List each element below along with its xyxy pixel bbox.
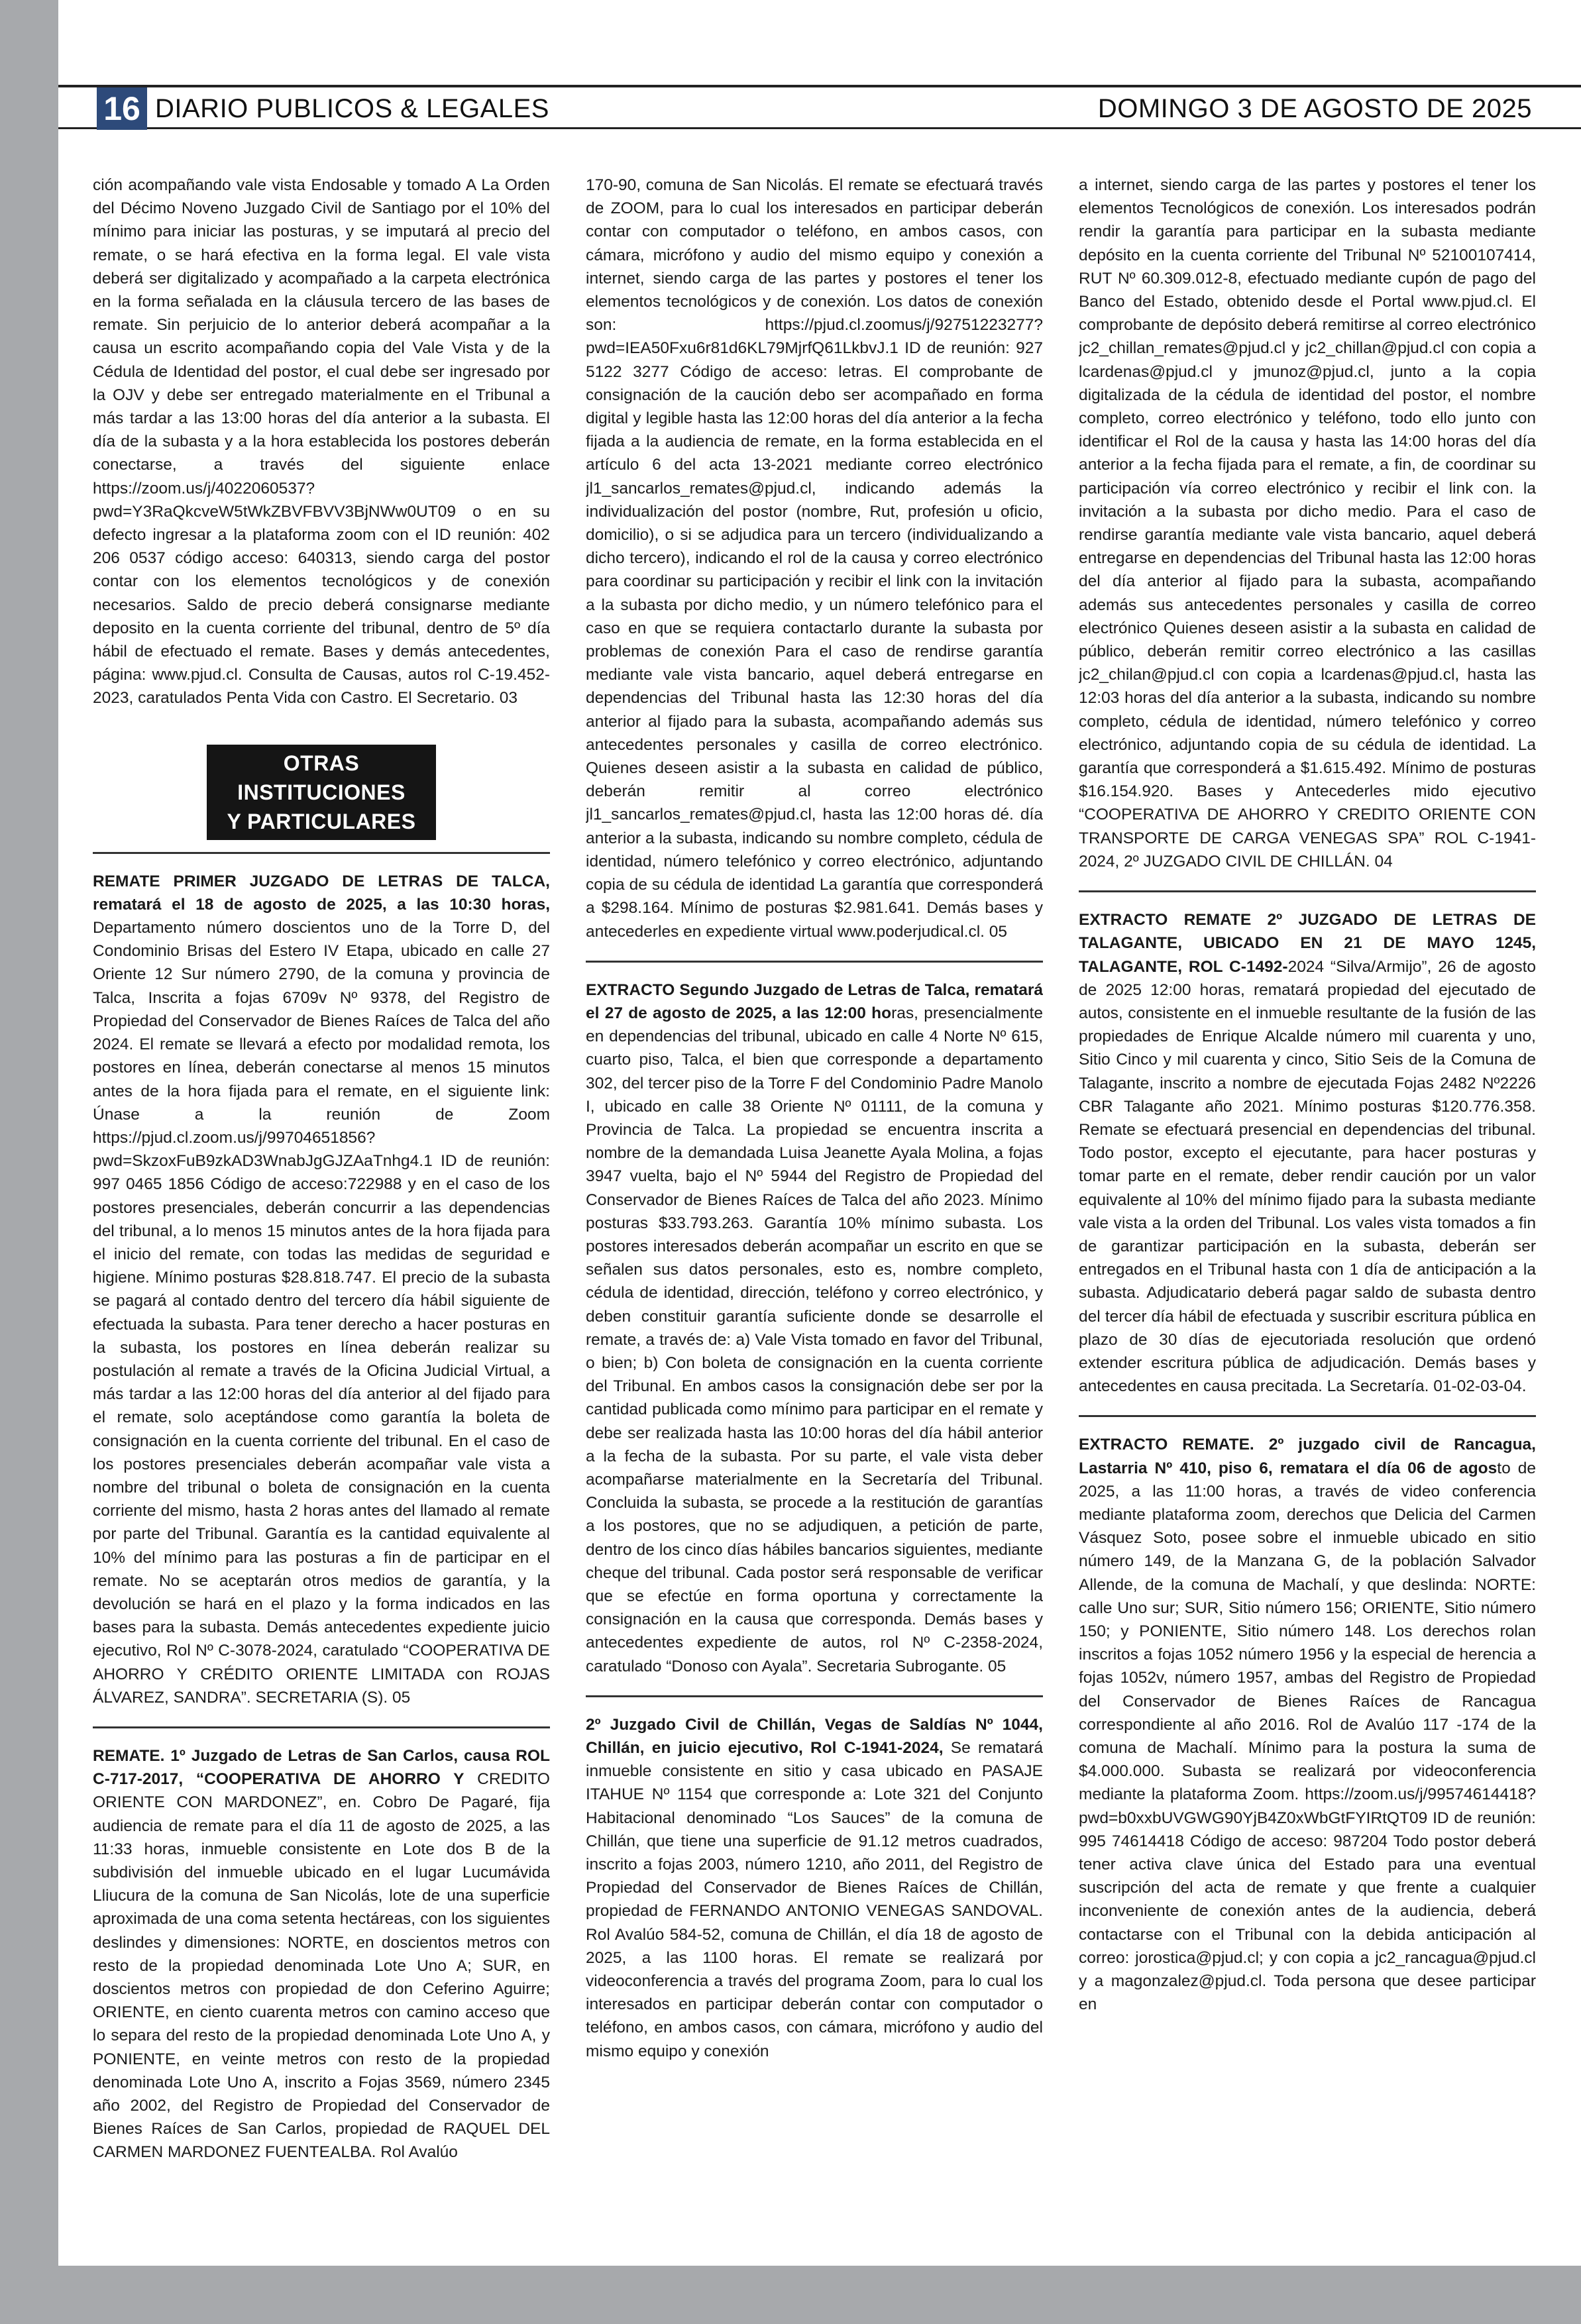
notice-divider [586, 1695, 1043, 1697]
notice-lead: REMATE. 1º Juzgado de Letras de San Carlos, causa ROL C-717-2017, “COOPERATIVA DE AHORRO Y [93, 1746, 550, 1789]
newspaper-page [58, 0, 1581, 2266]
notice-divider [1079, 890, 1536, 892]
notice-text: a internet, siendo carga de las partes y postores el tener los elementos Tecnológicos de conexión. Los interesados podrán rendir la garantía para participar en la subasta mediante depósito en la cuenta corriente del Tribunal Nº 52100107414, RUT Nº 60.309.012-8, efectuado mediante cupón de pago del Banco del Estado, obtenido desde el Portal www.pjud.cl. El comprobante de depósito deberá remitirse al correo electrónico jc2_chillan_remates@pjud.cl y jc2_chillan@pjud.cl con copia a lcardenas@pjud.cl y jmunoz@pjud.cl, junto a la copia digitalizada de la cédula de identidad del postor, el nombre completo, correo electrónico y teléfono, todo ello junto con identificar el Rol de la causa y hasta las 14:00 horas del día anterior a la fecha fijada para el remate, a fin, de coordinar su participación vía correo electrónico y recibir el link con. la invitación a la subasta por dicho medio. Para el caso de rendirse garantía mediante vale vista bancario, aquel deberá entregarse en dependencias del Tribunal hasta las 12:00 horas del día anterior al fijado para la subasta, acompañando además sus antecedentes personales y casilla de correo electrónico Quienes deseen asistir a la subasta en calidad de público, deberán remitir correo electrónico a las casillas jc2_chilan@pjud.cl con copia a lcardenas@pjud.cl, hasta las 12:03 horas del día anterior a la subasta, indicando su nombre completo, cédula de identidad, número telefónico y correo electrónico, adjuntando copia de su cédula de identidad. La garantía que corresponderá a $1.615.492. Mínimo de posturas $16.154.920. Bases y Antecederles mido ejecutivo “COOPERATIVA DE AHORRO Y CREDITO ORIENTE CON TRANSPORTE DE CARGA VENEGAS SPA” ROL C-1941-2024, 2º JUZGADO CIVIL DE CHILLÁN. 04 [1079, 176, 1536, 871]
notice-divider [586, 961, 1043, 963]
page-number: 16 [97, 87, 147, 130]
page-header [58, 85, 1581, 129]
notice-text: 170-90, comuna de San Nicolás. El remate se efectuará través de ZOOM, para lo cual los interesados en participar deberán contar con computador o teléfono, en ambos casos, con cámara, micrófono y audio del mismo equipo y conexión a internet, siendo carga de las partes y postores el tener los elementos tecnológicos y de conexión. Los datos de conexión son: https://pjud.cl.zoomus/j/92751223277?pwd=IEA50Fxu6r81d6KL79MjrfQ61LkbvJ.1 ID de reunión: 927 5122 3277 Código de acceso: letras. El comprobante de consignación de la caución debo ser acompañado en forma digital y legible hasta las 12:00 horas del día anterior a la fecha fijada a la audiencia de remate, en la forma establecida en el artículo 6 del acta 13-2021 mediante correo electrónico jl1_sancarlos_remates@pjud.cl, indicando además la individualización del postor (nombre, Rut, profesión u oficio, domicilio), o si se adjudica para un tercero (individualizando a dicho tercero), indicando el rol de la causa y correo electrónico para coordinar su participación y recibir el link con la invitación a la subasta por dicho medio, y un número telefónico para el caso en que se requiera contactarlo durante la subasta por problemas de conexión Para el caso de rendirse garantía mediante vale vista bancario, aquel deberá entregarse en dependencias del Tribunal hasta las 12:30 horas del día anterior al fijado para la subasta, acompañando además sus antecedentes personales y casilla de correo electrónico. Quienes deseen asistir a la subasta en calidad de público, deberán remitir al correo electrónico jl1_sancarlos_remates@pjud.cl, hasta las 12:00 horas dé. día anterior a la subasta, indicando su nombre completo, cédula de identidad, número telefónico y correo electrónico, adjuntando copia de su cédula de identidad La garantía que corresponderá a $298.164. Mínimo de posturas $2.981.641. Demás bases y antecederles en expediente virtual www.poderjudical.cl. 05 [586, 176, 1043, 941]
notice-body: CREDITO ORIENTE CON MARDONEZ”, en. Cobro De Pagaré, fija audiencia de remate para el día 11 de agosto de 2025, a las 11:33 horas, inmueble consistente en Lote dos B de la subdivisión del inmueble ubicado en el lugar Lucumávida Lliucura de la comuna de San Nicolás, lote de una superficie aproximada de una coma setenta hectáreas, con los siguientes deslindes y dimensiones: NORTE, en doscientos metros con resto de la propiedad denominada Lote Uno A; SUR, en doscientos metros con propiedad de don Ceferino Aguirre; ORIENTE, en ciento cuarenta metros con camino acceso que lo separa del resto de la propiedad denominada Lote Uno A, y PONIENTE, en veinte metros con resto de la propiedad denominada Lote Uno A, inscrito a Fojas 3569, número 2345 año 2002, del Registro de Propiedad del Conservador de Bienes Raíces de San Carlos, propiedad de RAQUEL DEL CARMEN MARDONEZ FUENTEALBA. Rol Avalúo [93, 1770, 550, 2162]
notice-body: 2024 “Silva/Armijo”, 26 de agosto de 2025 12:00 horas, rematará propiedad del ejecutado de autos, consistente en el inmueble resultante de la fusión de las propiedades de Enrique Alcalde número mil cuarenta y uno, Sitio Cinco y mil cuarenta y cinco, Sitio Seis de la Comuna de Talagante, inscrito a nombre de ejecutada Fojas 2482 Nº2226 CBR Talagante año 2021. Mínimo posturas $120.776.358. Remate se efectuará presencial en dependencias del tribunal. Todo postor, excepto el ejecutante, para hacer posturas y tomar parte en el remate, deber rendir caución por un valor equivalente al 10% del mínimo fijado para la subasta mediante vale vista a la orden del Tribunal. Los vales vista tomados a fin de garantizar participación en la subasta, deberán ser entregados en el Tribunal hasta con 1 día de anticipación a la subasta. Adjudicatario deberá pagar saldo de subasta dentro del tercer día hábil de efectuada y suscribir escritura pública en plazo de 30 días de ejecutoriada resolución que ordenó extender escritura pública de adjudicación. Demás bases y antecedentes en causa precitada. La Secretaría. 01-02-03-04. [1079, 957, 1536, 1396]
notice-chillan [586, 1713, 1043, 2075]
section-heading-line1: OTRAS INSTITUCIONES [237, 751, 406, 804]
notice-extracto-talagante [1079, 908, 1536, 1410]
notice-lead: EXTRACTO REMATE 2º JUZGADO DE LETRAS DE TALAGANTE, UBICADO EN 21 DE MAYO 1245, TALAGANTE, ROL C-1492- [1079, 911, 1536, 976]
publication-name: DIARIO PUBLICOS & LEGALES [155, 94, 549, 123]
notice-text [93, 870, 550, 1709]
notice-text [1079, 908, 1536, 1398]
notice-text: ción acompañando vale vista Endosable y tomado A La Orden del Décimo Noveno Juzgado Civil de Santiago por el 10% del mínimo para iniciar las posturas, y se imputará al precio del remate, o se hará efectiva en la forma legal. El vale vista deberá ser digitalizado y acompañado a la carpeta electrónica en la forma señalada en la cláusula tercero de las bases de remate. Sin perjuicio de lo anterior deberá acompañar a la causa un escrito acompañando copia del Vale Vista y de la Cédula de Identidad del postor, el cual debe ser ingresado por la OJV y debe ser entregado materialmente en el Tribunal a más tardar a las 13:00 horas del día anterior a la subasta. El día de la subasta y a la hora establecida los postores deberán conectarse, a través del siguiente enlace https://zoom.us/j/4022060537?pwd=Y3RaQkcveW5tWkZBVFBVV3BjNWw0UT09 o en su defecto ingresar a la plataforma zoom con el ID reunión: 402 206 0537 código acceso: 640313, siendo carga del postor contar con los elementos tecnológicos y de conexión necesarios. Saldo de precio deberá consignarse mediante deposito en la cuenta corriente del tribunal, dentro de 5º día hábil de efectuado el remate. Bases y demás antecedentes, página: www.pjud.cl. Consulta de Causas, autos rol C-19.452-2023, caratulados Penta Vida con Castro. El Secretario. 03 [93, 176, 550, 708]
notice-remate-talca [93, 870, 550, 1721]
notice-extracto-talca [586, 978, 1043, 1690]
notice-body: Se rematará inmueble consistente en sitio y casa ubicado en PASAJE ITAHUE Nº 1154 que corresponde a: Lote 321 del Conjunto Habitacional denominado “Los Sauces” de la comuna de Chillán, que tiene una superficie de 91.12 metros cuadrados, inscrito a fojas 2003, número 1210, año 2011, del Registro de Propiedad del Conservador de Bienes Raíces de Chillán, propiedad de FERNANDO ANTONIO VENEGAS SANDOVAL. Rol Avalúo 584-52, comuna de Chillán, el día 18 de agosto de 2025, a las 1100 horas. El remate se realizará por videoconferencia a través del programa Zoom, para lo cual los interesados en participar deberán contar con computador o teléfono, en ambos casos, con cámara, micrófono y audio del mismo equipo y conexión [586, 1739, 1043, 2060]
notice-body: to de 2025, a las 11:00 horas, a través de video conferencia mediante plataforma zoom, derechos que Delicia del Carmen Vásquez Soto, posee sobre el inmueble ubicado en sitio número 149, de la Manzana G, de la población Salvador Allende, de la comuna de Machalí, y que deslinda: NORTE: calle Uno sur; SUR, Sitio número 156; ORIENTE, Sitio número 150; y PONIENTE, Sitio número 148. Los derechos rolan inscritos a fojas 1052 número 1956 y la especial de herencia a fojas 1052v, número 1957, ambas del Registro de Propiedad del Conservador de Bienes Raíces de Rancagua correspondiente al año 2016. Rol de Avalúo 117 -174 de la comuna de Machalí. Mínimo para la postura la suma de $4.000.000. Subasta se realizará por videoconferencia mediante la plataforma Zoom. https://zoom.us/j/99574614418?pwd=b0xxbUVGWG90YjB4Z0xWbGtFYIRtQT09 ID de reunión: 995 74614418 Código de acceso: 987204 Todo postor deberá tener activa clave única del Estado para una eventual suscripción del acta de remate y que frente a cualquier inconveniente de conexión antes de la audiencia, deberá contactarse con el Tribunal con la debida anticipación al correo: jorostica@pjud.cl; y con copia a jc2_rancagua@pjud.cl y a magonzalez@pjud.cl. Toda persona que desee participar en [1079, 1459, 1536, 2014]
section-heading [207, 745, 436, 840]
publication-date: DOMINGO 3 DE AGOSTO DE 2025 [1097, 94, 1532, 123]
column-3 [1079, 174, 1536, 2241]
notice-lead: 2º Juzgado Civil de Chillán, Vegas de Saldías Nº 1044, Chillán, en juicio ejecutivo, Rol C-1941-2024, [586, 1715, 1043, 1757]
notice-text [586, 1713, 1043, 2063]
notice-divider [1079, 1415, 1536, 1417]
notice-continuation [586, 174, 1043, 955]
notice-divider [93, 1726, 550, 1728]
notice-continuation [93, 174, 550, 722]
notice-text [1079, 1433, 1536, 2016]
notice-extracto-rancagua [1079, 1433, 1536, 2028]
notice-remate-san-carlos [93, 1744, 550, 2176]
notice-lead: EXTRACTO REMATE. 2º juzgado civil de Rancagua, Lastarria Nº 410, piso 6, rematara el día 06 de agos [1079, 1436, 1536, 1477]
column-2 [586, 174, 1043, 2241]
column-1 [93, 174, 550, 2241]
notice-lead: REMATE PRIMER JUZGADO DE LETRAS DE TALCA, rematará el 18 de agosto de 2025, a las 10:30 horas, [93, 872, 550, 914]
notice-text [586, 978, 1043, 1678]
notice-lead: EXTRACTO Segundo Juzgado de Letras de Talca, rematará el 27 de agosto de 2025, a las 12:00 ho [586, 980, 1043, 1022]
notice-text [93, 1744, 550, 2164]
notice-continuation [1079, 174, 1536, 885]
notice-body: Departamento número doscientos uno de la Torre D, del Condominio Brisas del Estero IV Etapa, ubicado en calle 27 Oriente 12 Sur número 2790, de la comuna y provincia de Talca, Inscrita a fojas 6709v Nº 9378, del Registro de Propiedad del Conservador de Bienes Raíces de Talca del año 2024. El remate se llevará a efecto por modalidad remota, los postores en línea, deberán conectarse al menos 15 minutos antes de la hora fijada para el remate, en el siguiente link: Únase a la reunión de Zoom https://pjud.cl.zoom.us/j/99704651856?pwd=SkzoxFuB9zkAD3WnabJgGJZAaTnhg4.1 ID de reunión: 997 0465 1856 Código de acceso:722988 y en el caso de los postores presenciales, deberán concurrir a las dependencias del tribunal, a lo menos 15 minutos antes de la hora fijada para el inicio del remate, con todas las medidas de seguridad e higiene. Mínimo posturas $28.818.747. El precio de la subasta se pagará al contado dentro del tercero día hábil siguiente de efectuada la subasta. Para tener derecho a hacer posturas en la subasta, los postores en línea deberán realizar su postulación al remate a través de la Oficina Judicial Virtual, a más tardar a las 12:00 horas del día anterior al del fijado para el remate, solo aceptándose como garantía la boleta de consignación en la cuenta corriente del tribunal. En el caso de los postores presenciales deberán acompañar vale vista a nombre del tribunal o boleta de consignación en la cuenta corriente del mismo, hasta 2 horas antes del llamado al remate por parte del Tribunal. Garantía es la cantidad equivalente al 10% del mínimo para las posturas a fin de participar en el remate. No se aceptarán otros medios de garantía, y la devolución se hará en el plazo y la forma indicados en las bases para la subasta. Demás antecedentes expediente juicio ejecutivo, Rol Nº C-3078-2024, caratulado “COOPERATIVA DE AHORRO Y CRÉDITO ORIENTE LIMITADA con ROJAS ÁLVAREZ, SANDRA”. SECRETARIA (S). 05 [93, 919, 550, 1707]
notice-body: ras, presencialmente en dependencias del tribunal, ubicado en calle 4 Norte Nº 615, cuarto piso, Talca, el bien que corresponde a departamento 302, del tercer piso de la Torre F del Condominio Padre Manolo I, ubicado en calle 38 Oriente Nº 01111, de la comuna y Provincia de Talca. La propiedad se encuentra inscrita a nombre de la demandada Luisa Jeanette Ayala Molina, a fojas 3947 vuelta, bajo el Nº 5944 del Registro de Propiedad del Conservador de Bienes Raíces de Talca del año 2023. Mínimo posturas $33.793.263. Garantía 10% mínimo subasta. Los postores interesados deberán acompañar un escrito en que se señalen sus datos personales, esto es, nombre completo, cédula de identidad, dirección, teléfono y correo electrónico, y deben constituir garantía suficiente donde se desarrolle el remate, a través de: a) Vale Vista tomado en favor del Tribunal, o bien; b) Con boleta de consignación en la cuenta corriente del Tribunal. En ambos casos la consignación debe ser por la cantidad publicada como mínimo para participar en el remate y debe ser realizada hasta las 10:00 horas del día hábil anterior a la fecha de la subasta. Por su parte, el vale vista deber acompañarse materialmente en la Secretaría del Tribunal. Concluida la subasta, se procede a la restitución de garantías a los postores, que no se adjudiquen, a petición de parte, dentro de los cinco días hábiles bancarios siguientes, mediante cheque del tribunal. Cada postor será responsable de verificar que se efectúe en forma oportuna y correctamente la consignación en la causa que corresponda. Demás bases y antecedentes expediente de autos, rol Nº C-2358-2024, caratulado “Donoso con Ayala”. Secretaria Subrogante. 05 [586, 1004, 1043, 1675]
section-heading-line2: Y PARTICULARES [227, 809, 416, 833]
section-divider [93, 852, 550, 854]
